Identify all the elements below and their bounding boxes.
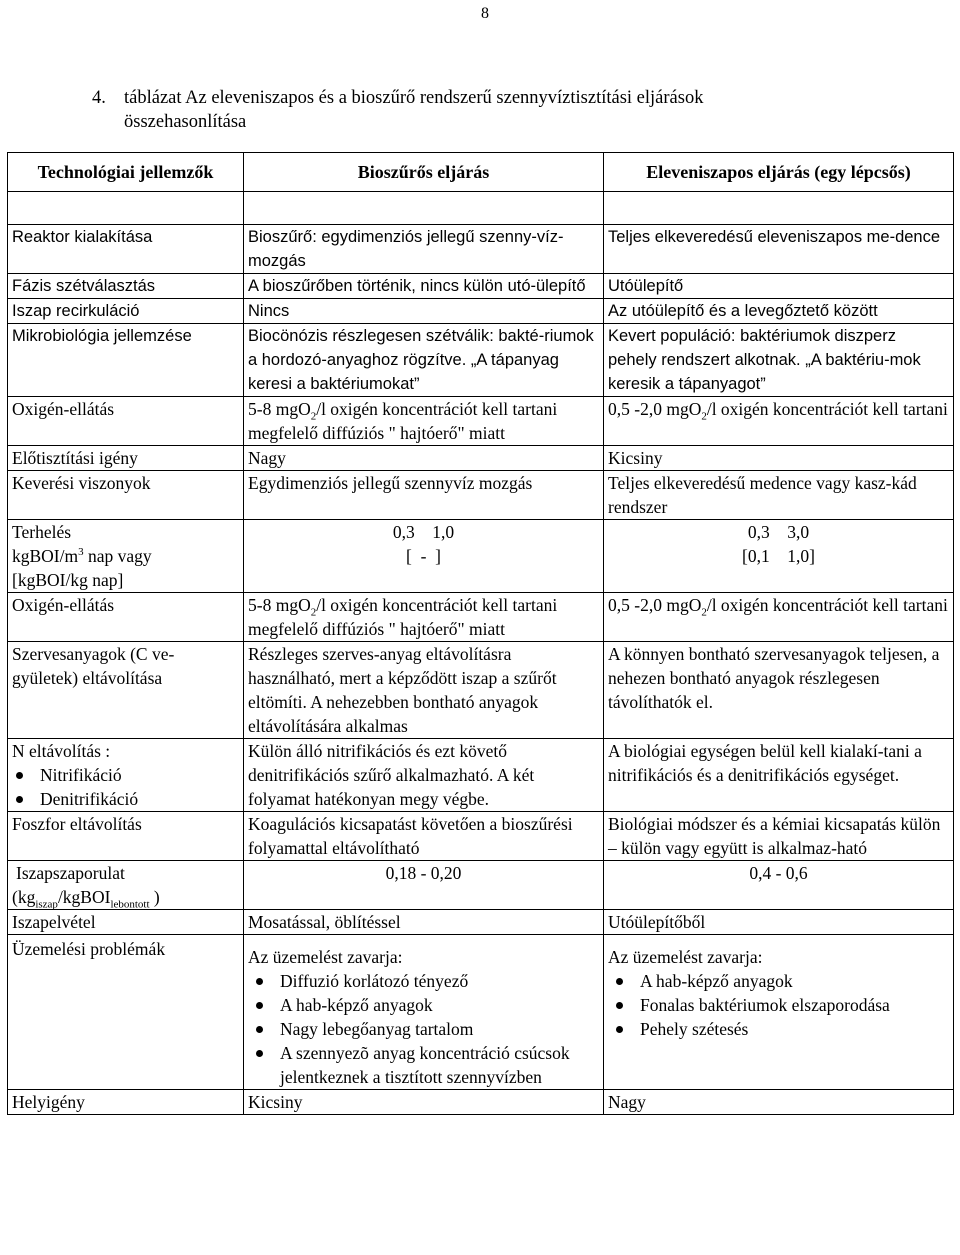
row-label [8, 739, 244, 812]
subscript: iszap [35, 898, 58, 911]
load-unit-suffix: nap vagy [83, 546, 152, 566]
row-label: Mikrobiológia jellemzése [8, 324, 244, 397]
list-item: Diffuzió korlátozó tényező [280, 969, 599, 993]
table-row [8, 397, 954, 446]
biofilter-cell: Kicsiny [244, 1090, 604, 1115]
oxygen-text-pre: 0,5 -2,0 mgO [608, 399, 702, 419]
table-row [8, 935, 954, 1090]
row-label: Foszfor eltávolítás [8, 812, 244, 861]
biofilter-cell: Biocönózis részlegesen szétválik: bakté-riumok a hordozó-anyaghoz rögzítve. „A tápanyag keresi a baktériumokat” [244, 324, 604, 397]
load-label-2 [12, 544, 239, 568]
biofilter-cell: Koagulációs kicsapatást követően a bioszűrési folyamattal eltávolítható [244, 812, 604, 861]
table-row [8, 225, 954, 274]
unit-mid: /kgBOI [57, 887, 111, 907]
oxygen-text-pre: 5-8 mgO [248, 595, 311, 615]
header-activated-sludge: Eleveniszapos eljárás (egy lépcsős) [604, 153, 954, 192]
activated-sludge-cell: Utóülepítő [604, 274, 954, 299]
activated-sludge-cell: A könnyen bontható szervesanyagok teljesen, a nehezen bontható anyagok részlegesen távolíthatók el. [604, 642, 954, 739]
table-row [8, 446, 954, 471]
activated-sludge-cell: Kevert populáció: baktériumok diszperz pehely rendszert alkotnak. „A baktériu-mok keresik a tápanyagot” [604, 324, 954, 397]
biofilter-cell [244, 593, 604, 642]
table-row [8, 471, 954, 520]
biofilter-cell: Egydimenziós jellegű szennyvíz mozgás [244, 471, 604, 520]
oxygen-text-pre: 5-8 mgO [248, 399, 311, 419]
list-item: Pehely szétesés [640, 1017, 949, 1041]
row-label: Előtisztítási igény [8, 446, 244, 471]
subscript: 2 [701, 410, 707, 423]
unit-open: (kg [12, 887, 36, 907]
list-item: Denitrifikáció [40, 787, 239, 811]
activated-sludge-cell: Az utóülepítő és a levegőztető között [604, 299, 954, 324]
n-removal-label: N eltávolítás : [12, 741, 111, 761]
table-row [8, 642, 954, 739]
activated-sludge-cell: Teljes elkeveredésű medence vagy kasz-kád rendszer [604, 471, 954, 520]
table-row [8, 520, 954, 593]
activated-sludge-cell: A biológiai egységen belül kell kialakí-tani a nitrifikációs és a denitrifikációs egységet. [604, 739, 954, 812]
biofilter-cell [244, 935, 604, 1090]
caption-line-2: összehasonlítása [124, 112, 247, 132]
list-item: Nitrifikáció [40, 763, 239, 787]
load-range: 0,3 3,0 [747, 522, 810, 542]
superscript: 3 [78, 546, 84, 559]
activated-sludge-cell: 0,4 - 0,6 [604, 861, 954, 910]
biofilter-cell: Nagy [244, 446, 604, 471]
table-row [8, 274, 954, 299]
row-label: Iszapelvétel [8, 910, 244, 935]
sludge-yield-unit [12, 885, 239, 909]
row-label: Helyigény [8, 1090, 244, 1115]
problems-intro: Az üzemelést zavarja: [248, 947, 403, 967]
header-row [8, 153, 954, 192]
list-item: A szennyezõ anyag koncentráció csúcsok jelentkeznek a tisztított szennyvízben [280, 1041, 599, 1089]
oxygen-text-post: /l oxigén koncentrációt kell tartani megfelelő diffúziós " hajtóerő" miatt [248, 399, 558, 443]
problems-list [248, 969, 599, 1089]
activated-sludge-cell: Nagy [604, 1090, 954, 1115]
oxygen-text-pre: 0,5 -2,0 mgO [608, 595, 702, 615]
oxygen-text-post: /l oxigén koncentrációt kell tartani [706, 399, 948, 419]
table-row [8, 1090, 954, 1115]
activated-sludge-cell [604, 520, 954, 593]
caption-number: 4. [92, 88, 106, 108]
comparison-table [7, 152, 954, 1115]
subscript: 2 [310, 410, 317, 423]
row-label: Fázis szétválasztás [8, 274, 244, 299]
row-label: Iszap recirkuláció [8, 299, 244, 324]
row-label [8, 861, 244, 910]
subscript: 2 [310, 606, 317, 619]
activated-sludge-cell [604, 593, 954, 642]
oxygen-text-post: /l oxigén koncentrációt kell tartani megfelelő diffúziós " hajtóerő" miatt [248, 595, 558, 639]
row-label: Oxigén-ellátás [8, 397, 244, 446]
load-label-1: Terhelés [12, 522, 72, 542]
row-label: Keverési viszonyok [8, 471, 244, 520]
problems-list [608, 969, 949, 1041]
row-label: Üzemelési problémák [8, 935, 244, 1090]
activated-sludge-cell [604, 397, 954, 446]
biofilter-cell: Bioszűrő: egydimenziós jellegű szenny-víz-mozgás [244, 225, 604, 274]
load-unit: kgBOI/m [12, 546, 79, 566]
table-row [8, 593, 954, 642]
table-row [8, 299, 954, 324]
biofilter-cell: Mosatással, öblítéssel [244, 910, 604, 935]
table-row [8, 812, 954, 861]
subscript: lebontott [110, 898, 150, 911]
row-label: Reaktor kialakítása [8, 225, 244, 274]
row-label: Oxigén-ellátás [8, 593, 244, 642]
header-technology: Technológiai jellemzők [8, 153, 244, 192]
biofilter-cell: Külön álló nitrifikációs és ezt követő denitrifikációs szűrő alkalmazható. A két folyamat hatékonyan megy végbe. [244, 739, 604, 812]
activated-sludge-cell: Teljes elkeveredésű eleveniszapos me-dence [604, 225, 954, 274]
list-item: Nagy lebegőanyag tartalom [280, 1017, 599, 1041]
problems-intro: Az üzemelést zavarja: [608, 947, 763, 967]
subscript: 2 [701, 606, 707, 619]
activated-sludge-cell: Kicsiny [604, 446, 954, 471]
sludge-yield-label: Iszapszaporulat [16, 863, 125, 883]
row-label [8, 520, 244, 593]
page-number: 8 [481, 5, 489, 22]
table-row [8, 739, 954, 812]
load-range: 0,3 1,0 [392, 522, 455, 542]
caption-line-1: táblázat Az eleveniszapos és a bioszűrő rendszerű szennyvíztisztítási eljárások [124, 88, 704, 108]
oxygen-text-post: /l oxigén koncentrációt kell tartani [706, 595, 948, 615]
load-range-alt: [ - ] [406, 546, 441, 566]
activated-sludge-cell: Biológiai módszer és a kémiai kicsapatás külön – külön vagy együtt is alkalmaz-ható [604, 812, 954, 861]
biofilter-cell [244, 520, 604, 593]
load-range-alt: [0,1 1,0] [742, 546, 815, 566]
table-row [8, 861, 954, 910]
n-removal-list [12, 763, 239, 811]
row-label: Szervesanyagok (C ve-gyületek) eltávolítása [8, 642, 244, 739]
biofilter-cell: Részleges szerves-anyag eltávolításra használható, mert a képződött iszap a szűrőt eltömíti. A nehezebben bontható anyagok eltávolítására alkalmas [244, 642, 604, 739]
activated-sludge-cell [604, 935, 954, 1090]
biofilter-cell: A bioszűrőben történik, nincs külön utó-ülepítő [244, 274, 604, 299]
biofilter-cell [244, 397, 604, 446]
biofilter-cell: 0,18 - 0,20 [244, 861, 604, 910]
unit-close: ) [149, 887, 160, 907]
biofilter-cell: Nincs [244, 299, 604, 324]
activated-sludge-cell: Utóülepítőből [604, 910, 954, 935]
spacer-row [8, 192, 954, 225]
list-item: A hab-képző anyagok [640, 969, 949, 993]
header-biofilter: Bioszűrős eljárás [244, 153, 604, 192]
list-item: Fonalas baktériumok elszaporodása [640, 993, 949, 1017]
load-label-3: [kgBOI/kg nap] [12, 570, 124, 590]
list-item: A hab-képző anyagok [280, 993, 599, 1017]
table-row [8, 324, 954, 397]
table-row [8, 910, 954, 935]
table-caption [92, 86, 912, 134]
